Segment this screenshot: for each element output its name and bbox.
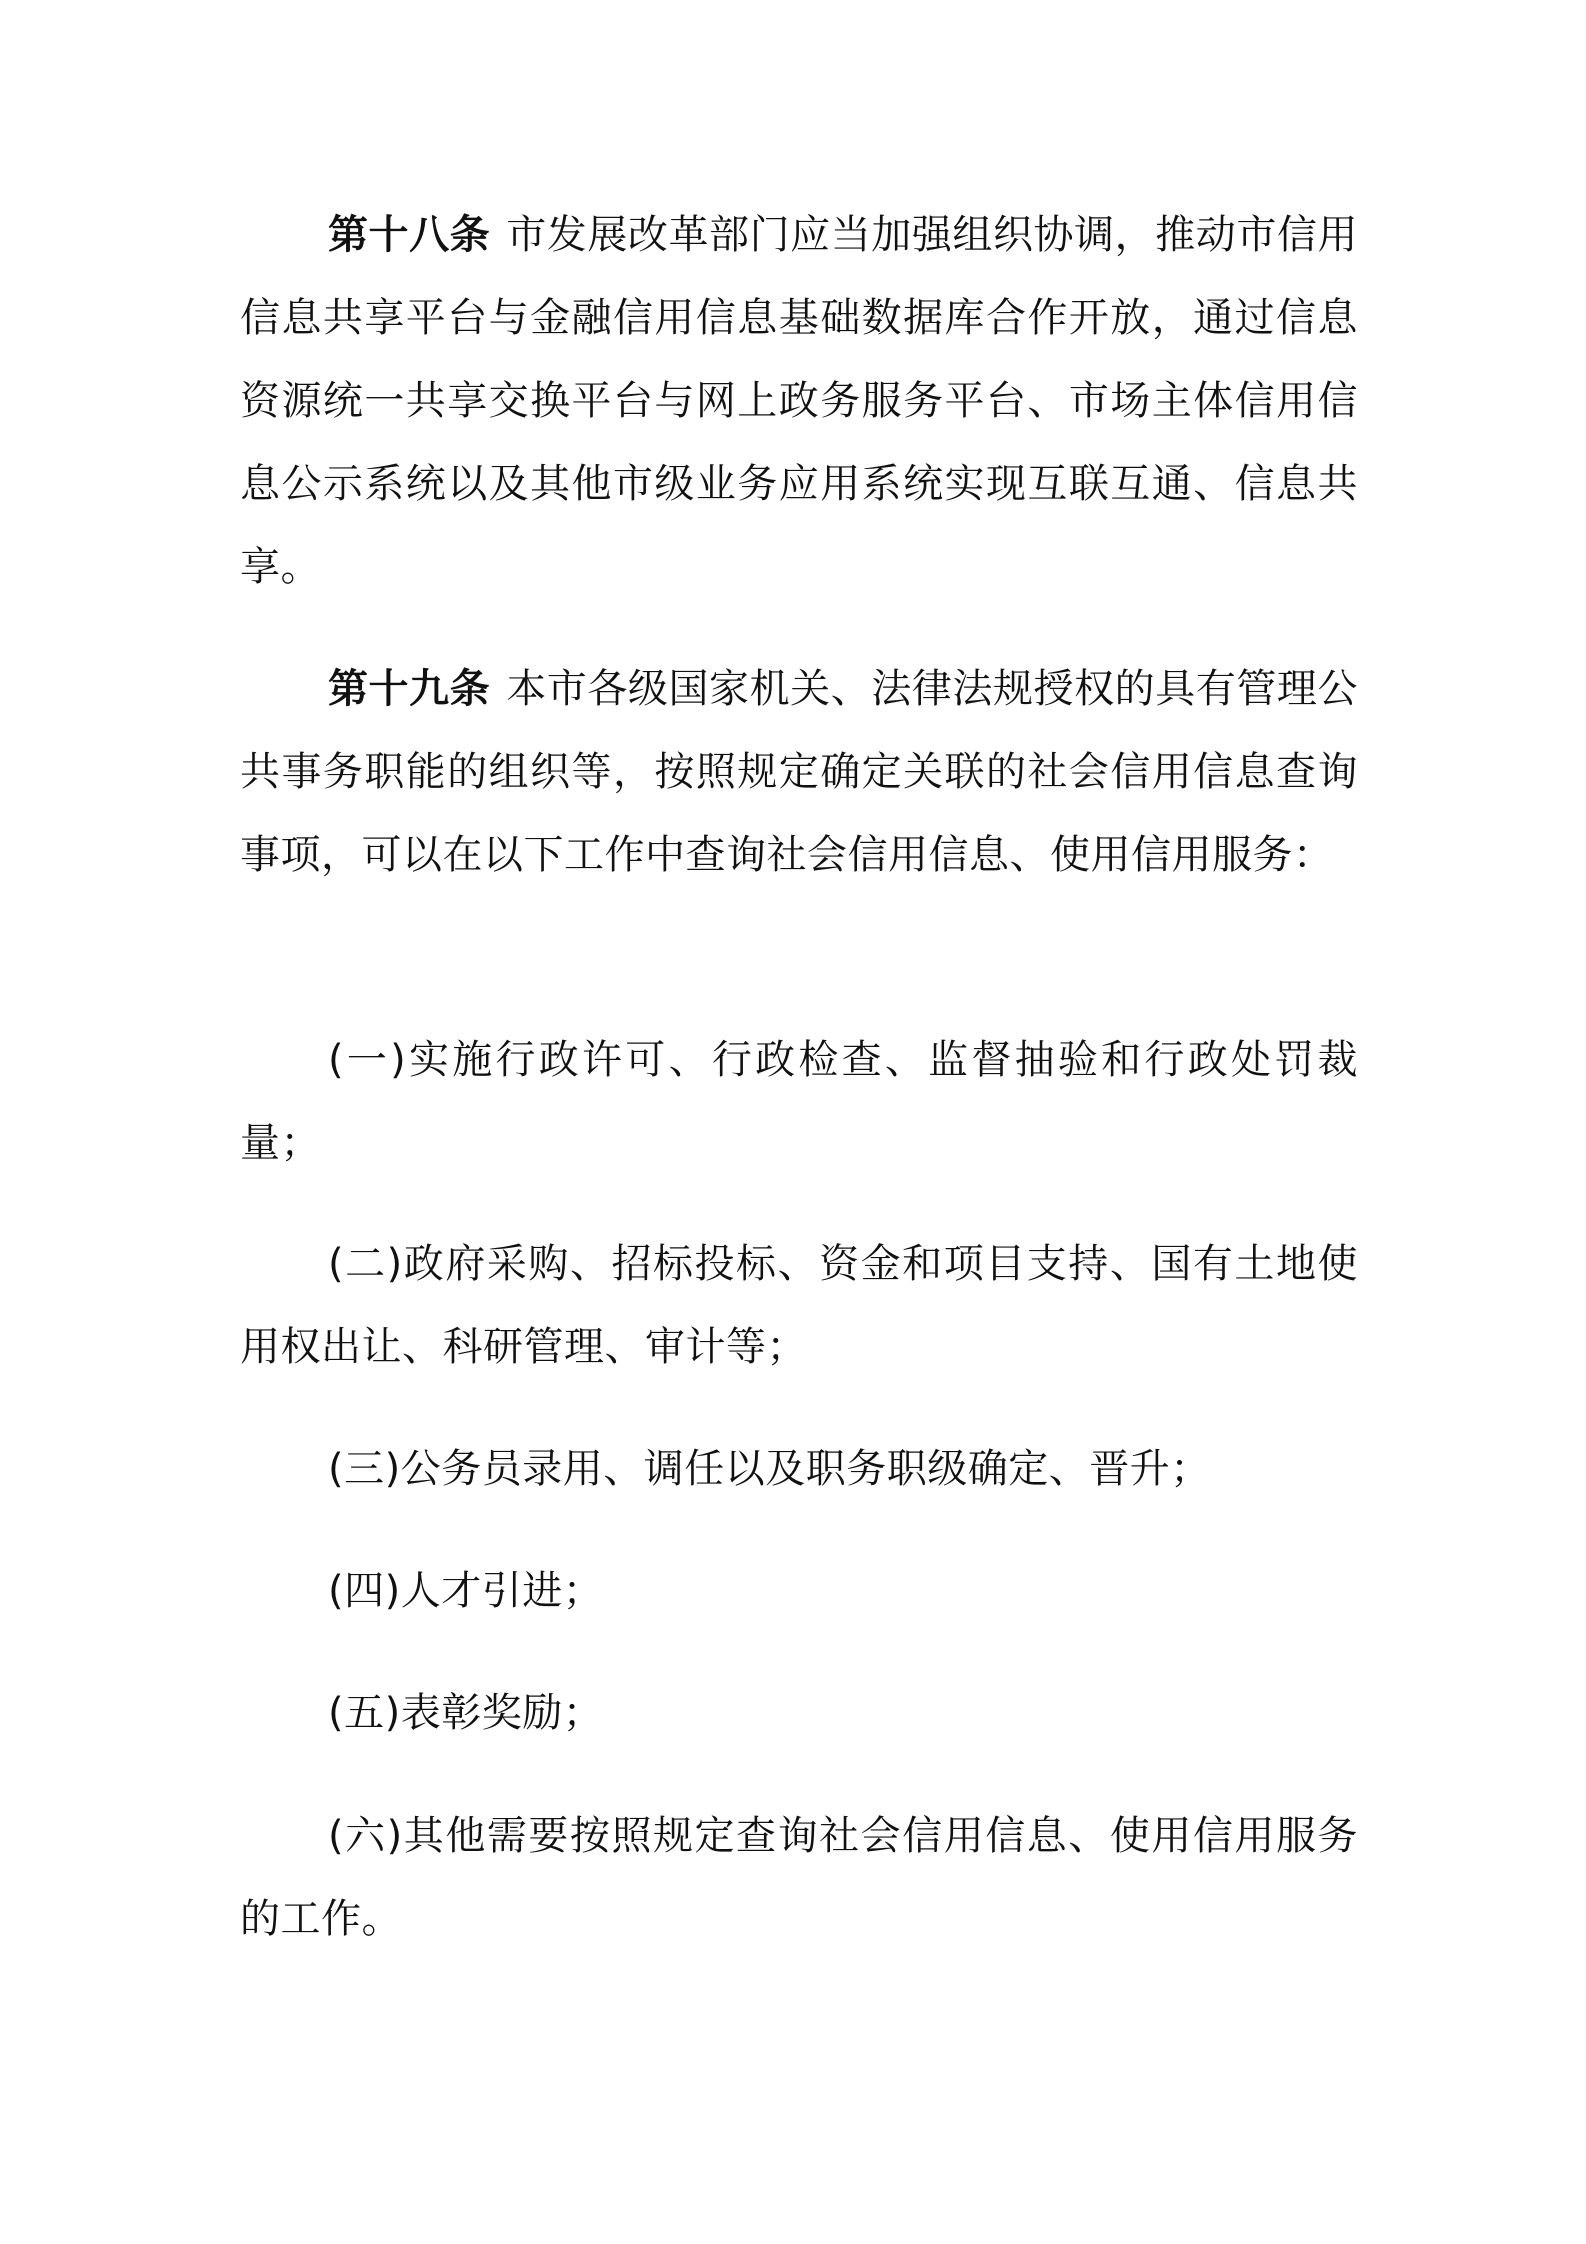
article-19-paragraph (240, 648, 1358, 897)
list-item-6: (六)其他需要按照规定查询社会信用信息、使用信用服务的工作。 (240, 1813, 1358, 1942)
list-item-5: (五)表彰奖励； (328, 1690, 604, 1736)
list-item-4: (四)人才引进； (328, 1568, 604, 1614)
article-19-heading: 第十九条 (328, 666, 491, 712)
article-18-paragraph (240, 194, 1358, 609)
article-18-text: 市发展改革部门应当加强组织协调，推动市信用信息共享平台与金融信用信息基础数据库合作开放，通过信息资源统一共享交换平台与网上政务服务平台、市场主体信用信息公示系统以及其他市级业务应用系统实现互联互通、信息共享。 (240, 212, 1358, 590)
article-18-heading: 第十八条 (328, 212, 491, 258)
list-item-1: (一)实施行政许可、行政检查、监督抽验和行政处罚裁量； (240, 1037, 1358, 1166)
article-19-text: 本市各级国家机关、法律法规授权的具有管理公共事务职能的组织等，按照规定确定关联的社会信用信息查询事项，可以在以下工作中查询社会信用信息、使用信用服务： (240, 666, 1358, 878)
list-item-2: (二)政府采购、招标投标、资金和项目支持、国有土地使用权出让、科研管理、审计等； (240, 1241, 1358, 1370)
list-item-3: (三)公务员录用、调任以及职务职级确定、晋升； (328, 1446, 1211, 1492)
